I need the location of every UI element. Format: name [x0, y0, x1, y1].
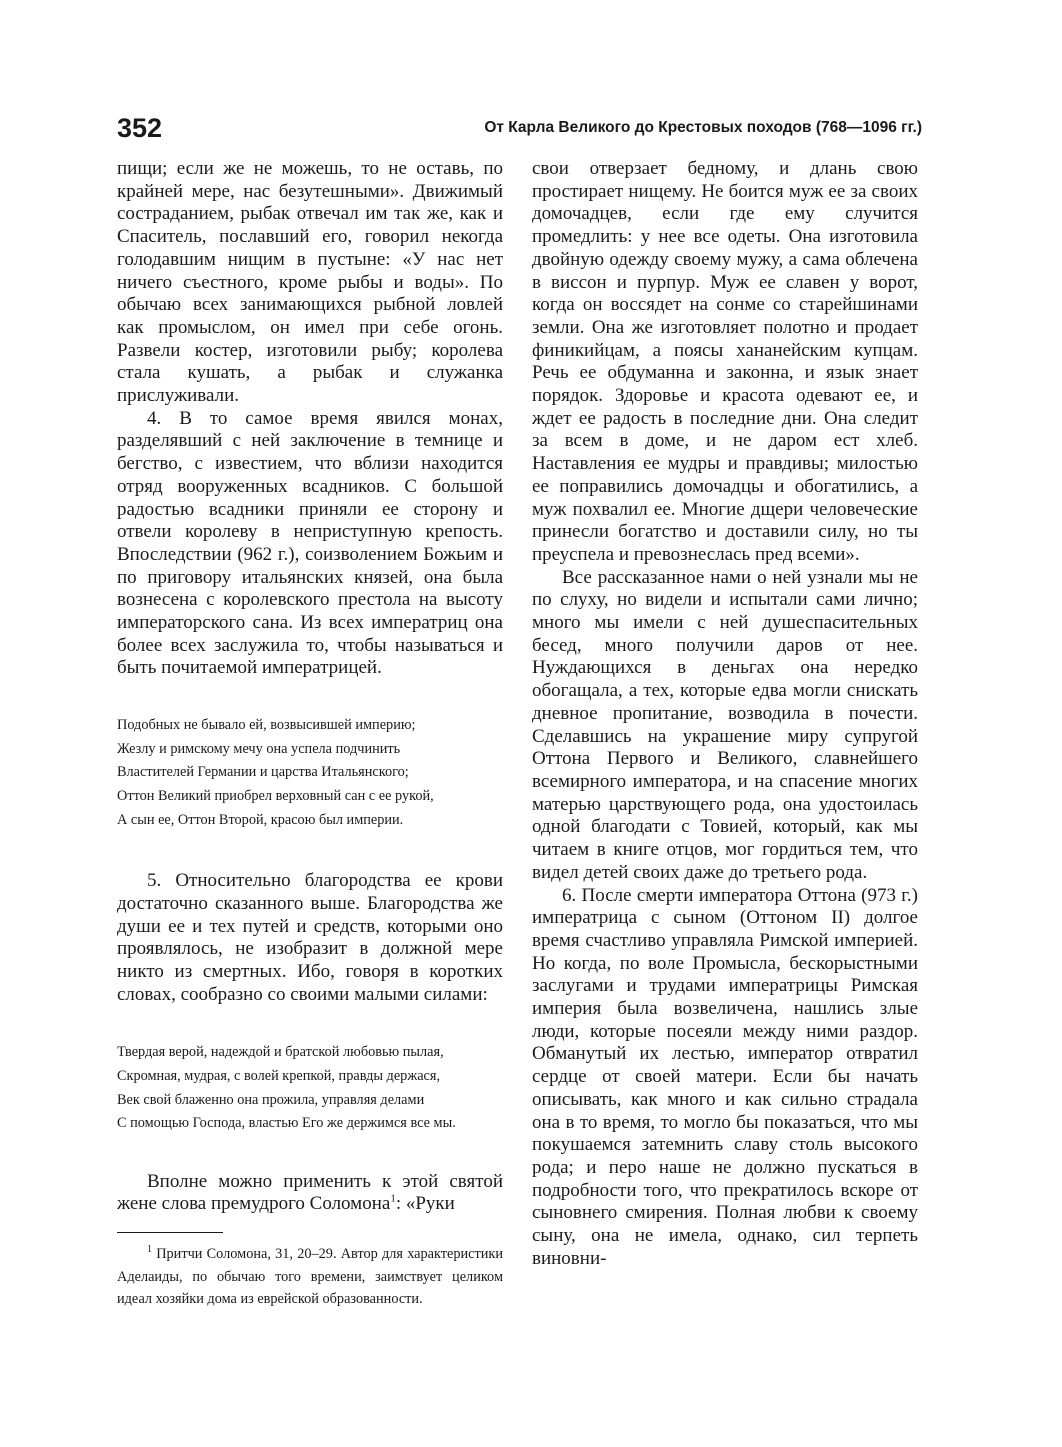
paragraph-solomon-quote — [117, 1171, 503, 1216]
verse-line: Жезлу и римскому мечу она успела подчинить — [117, 740, 401, 757]
right-column — [532, 158, 918, 1270]
footnote-marker: 1 — [147, 1244, 152, 1256]
verse-line: Властителей Германии и царства Итальянского; — [117, 764, 409, 781]
paragraph-section-5: 5. Относительно благородства ее крови достаточно сказанного выше. Благородства же души ее и тех путей и средств, которыми оно проявлялось, не изобразит в должной мере никто из смертных. Ибо, говоря в коротких словах, сообразно со своими малыми силами: — [117, 870, 503, 1005]
paragraph-text: Вполне можно применить к этой святой жене слова премудрого Соломона — [117, 1170, 503, 1215]
verse-line: Скромная, мудрая, с волей крепкой, правды держася, — [117, 1067, 441, 1084]
page-number: 352 — [117, 113, 163, 143]
paragraph-section-4: 4. В то самое время явился монах, разделявший с ней заключение в темнице и бегство, с известием, что вблизи находится отряд вооруженных всадников. С большой радостью всадники приняли ее сторону и отвели королеву в неприступную крепость. Впоследствии (962 г.), соизволением Божьим и по приговору итальянских князей, она была вознесена с королевского престола на высоту императорского сана. Из всех императриц она более всех заслужила то, чтобы называться и быть почитаемой императрицей. — [117, 407, 503, 679]
verse-block-1 — [117, 714, 503, 832]
verse-line: Оттон Великий приобрел верховный сан с ее рукой, — [117, 787, 434, 804]
footnote — [117, 1243, 503, 1311]
left-column — [117, 158, 503, 1216]
verse-line: Твердая верой, надеждой и братской любовью пылая, — [117, 1044, 444, 1061]
paragraph-testimony: Все рассказанное нами о ней узнали мы не по слуху, но видели и испытали сами лично; много мы имели с ней душеспасительных бесед, много получили даров от нее. Нуждающихся в деньгах она нередко обогащала, а тех, которые едва могли снискать дневное пропитание, возводила в почести. Сделавшись на украшение миру супругой Оттона Первого и Великого, славнейшего всемирного императора, и на спасение многих матерью царствующего рода, она удостоилась одной благодати с Товией, который, как мы читаем в книге отцов, мог гордиться тем, что видел детей своих даже до третьего рода. — [532, 566, 918, 883]
verse-line: С помощью Господа, властью Его же держимся все мы. — [117, 1115, 456, 1132]
footnote-divider — [117, 1232, 223, 1233]
footnote-reference[interactable]: 1 — [390, 1193, 396, 1206]
footnote-text: Притчи Соломона, 31, 20–29. Автор для характеристики Аделаиды, по обычаю того времени, заимствует целиком идеал хозяйки дома из еврейской образованности. — [117, 1246, 503, 1307]
verse-line: А сын ее, Оттон Второй, красою был империи. — [117, 811, 404, 828]
running-head: От Карла Великого до Крестовых походов (768—1096 гг.) — [484, 119, 922, 136]
paragraph-quote-continuation: свои отверзает бедному, и длань свою простирает нищему. Не боится муж ее за своих домочадцев, если где ему случится промедлить: у нее все одеты. Она изготовила двойную одежду своему мужу, а сама облечена в виссон и пурпур. Муж ее славен у ворот, когда он воссядет на сонме со старейшинами земли. Она же изготовляет полотно и продает финикийцам, а поясы хананейским купцам. Речь ее обдуманна и законна, и язык знает порядок. Здоровье и красота одевают ее, и ждет ее радость в последние дни. Она следит за всем в доме, и не даром ест хлеб. Наставления ее мудры и правдивы; милостью ее поправились домочадцы и обогатились, а муж похвалил ее. Многие дщери человеческие принесли богатство и доставили силу, но ты преуспела и превознеслась пред всеми». — [532, 158, 918, 565]
paragraph-continuation: пищи; если же не можешь, то не оставь, по крайней мере, нас безутешными». Движимый состраданием, рыбак отвечал им так же, как и Спаситель, пославший его, говорил некогда голодавшим нищим в пустыне: «У нас нет ничего съестного, кроме рыбы и воды». По обычаю всех занимающихся рыбной ловлей как промыслом, он имел при себе огонь. Развели костер, изготовили рыбу; королева стала кушать, а рыбак и служанка прислуживали. — [117, 158, 503, 407]
verse-line: Век свой блаженно она прожила, управляя делами — [117, 1091, 425, 1108]
verse-line: Подобных не бывало ей, возвысившей империю; — [117, 717, 416, 734]
verse-block-2 — [117, 1041, 503, 1135]
paragraph-text: : «Руки — [395, 1193, 455, 1215]
paragraph-section-6: 6. После смерти императора Оттона (973 г.) императрица с сыном (Оттоном II) долгое время счастливо управляла Римской империей. Но когда, по воле Промысла, бескорыстными заслугами и трудами императрицы Римская империя была возвеличена, нашлись злые люди, которые посеяли между ними раздор. Обманутый их лестью, император отвратил сердце от своей матери. Если бы начать описывать, как много и как сильно страдала она в то время, то могло бы показаться, что мы покушаемся затемнить славу столь высокого рода; и перо наше не должно пускаться в подробности того, что прекратилось вскоре от сыновнего смирения. Полная любви к своему сыну, она не имела, однако, сил терпеть виновни- — [532, 884, 918, 1269]
